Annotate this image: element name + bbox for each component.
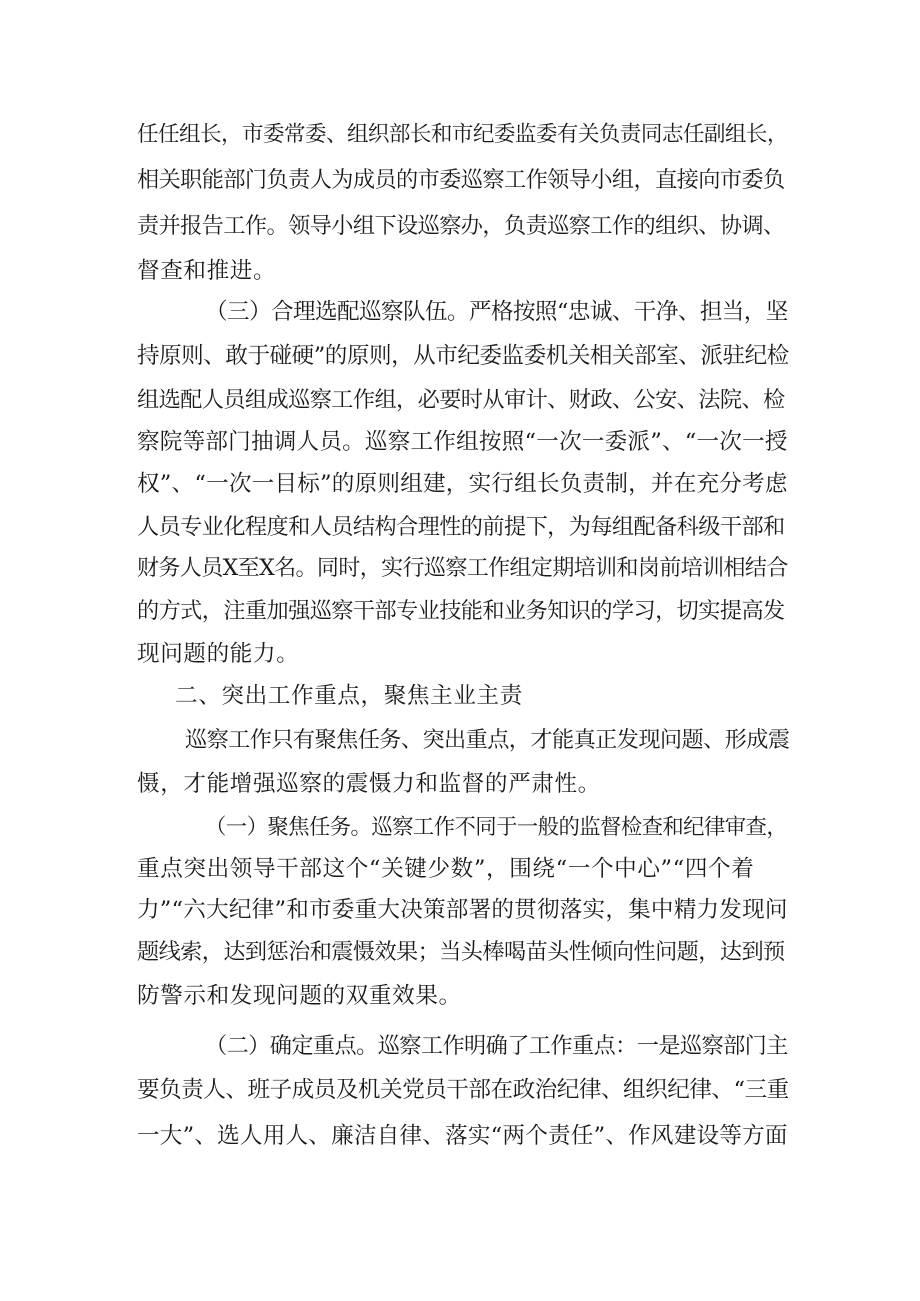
text-line: 财务人员X至X名。同时，实行巡察工作组定期培训和岗前培训相结合 xyxy=(137,556,788,581)
text-line: 责并报告工作。领导小组下设巡察办，负责巡察工作的组织、协调、 xyxy=(137,213,785,239)
text-line: 题线索，达到惩治和震慑效果；当头棒喝苗头性倾向性问题，达到预 xyxy=(137,939,785,965)
text-line: 持原则、敢于碰硬”的原则，从市纪委监委机关相关部室、派驻纪检 xyxy=(137,343,789,369)
text-line: 现问题的能力。 xyxy=(137,641,300,667)
text-line: 巡察工作只有聚焦任务、突出重点，才能真正发现问题、形成震 xyxy=(185,727,790,753)
text-line: 慑，才能增强巡察的震慑力和监督的严肃性。 xyxy=(137,771,601,797)
text-line: 察院等部门抽调人员。巡察工作组按照“一次一委派”、“一次一授 xyxy=(137,429,788,455)
text-line: 任任组长，市委常委、组织部长和市纪委监委有关负责同志任副组长， xyxy=(137,122,788,147)
text-line: 一大”、选人用人、廉洁自律、落实“两个责任”、作风建设等方面 xyxy=(137,1123,788,1149)
text-line: 相关职能部门负责人为成员的市委巡察工作领导小组，直接向市委负 xyxy=(137,167,785,193)
text-line: 要负责人、班子成员及机关党员干部在政治纪律、组织纪律、“三重 xyxy=(137,1077,789,1103)
text-line: 力”“六大纪律”和市委重大决策部署的贯彻落实，集中精力发现问 xyxy=(137,897,788,923)
text-line: 防警示和发现问题的双重效果。 xyxy=(137,983,462,1009)
text-line: 督查和推进。 xyxy=(137,258,277,284)
text-line: （一）聚焦任务。巡察工作不同于一般的监督检查和纪律审查， xyxy=(205,815,788,840)
text-line: 组选配人员组成巡察工作组，必要时从审计、财政、公安、法院、检 xyxy=(137,387,785,413)
text-line: 重点突出领导干部这个“关键少数”，围绕“一个中心”“四个着 xyxy=(137,856,755,882)
section-heading: 二、突出工作重点，聚焦主业主责 xyxy=(175,683,523,709)
text-line: （三）合理选配巡察队伍。严格按照“忠诚、干净、担当，坚 xyxy=(205,299,788,325)
text-line: 人员专业化程度和人员结构合理性的前提下，为每组配备科级干部和 xyxy=(137,514,785,540)
text-line: 权”、“一次一目标”的原则组建，实行组长负责制，并在充分考虑 xyxy=(137,471,788,497)
text-line: （二）确定重点。巡察工作明确了工作重点：一是巡察部门主 xyxy=(205,1033,788,1059)
text-line: 的方式，注重加强巡察干部专业技能和业务知识的学习，切实提高发 xyxy=(137,598,785,624)
